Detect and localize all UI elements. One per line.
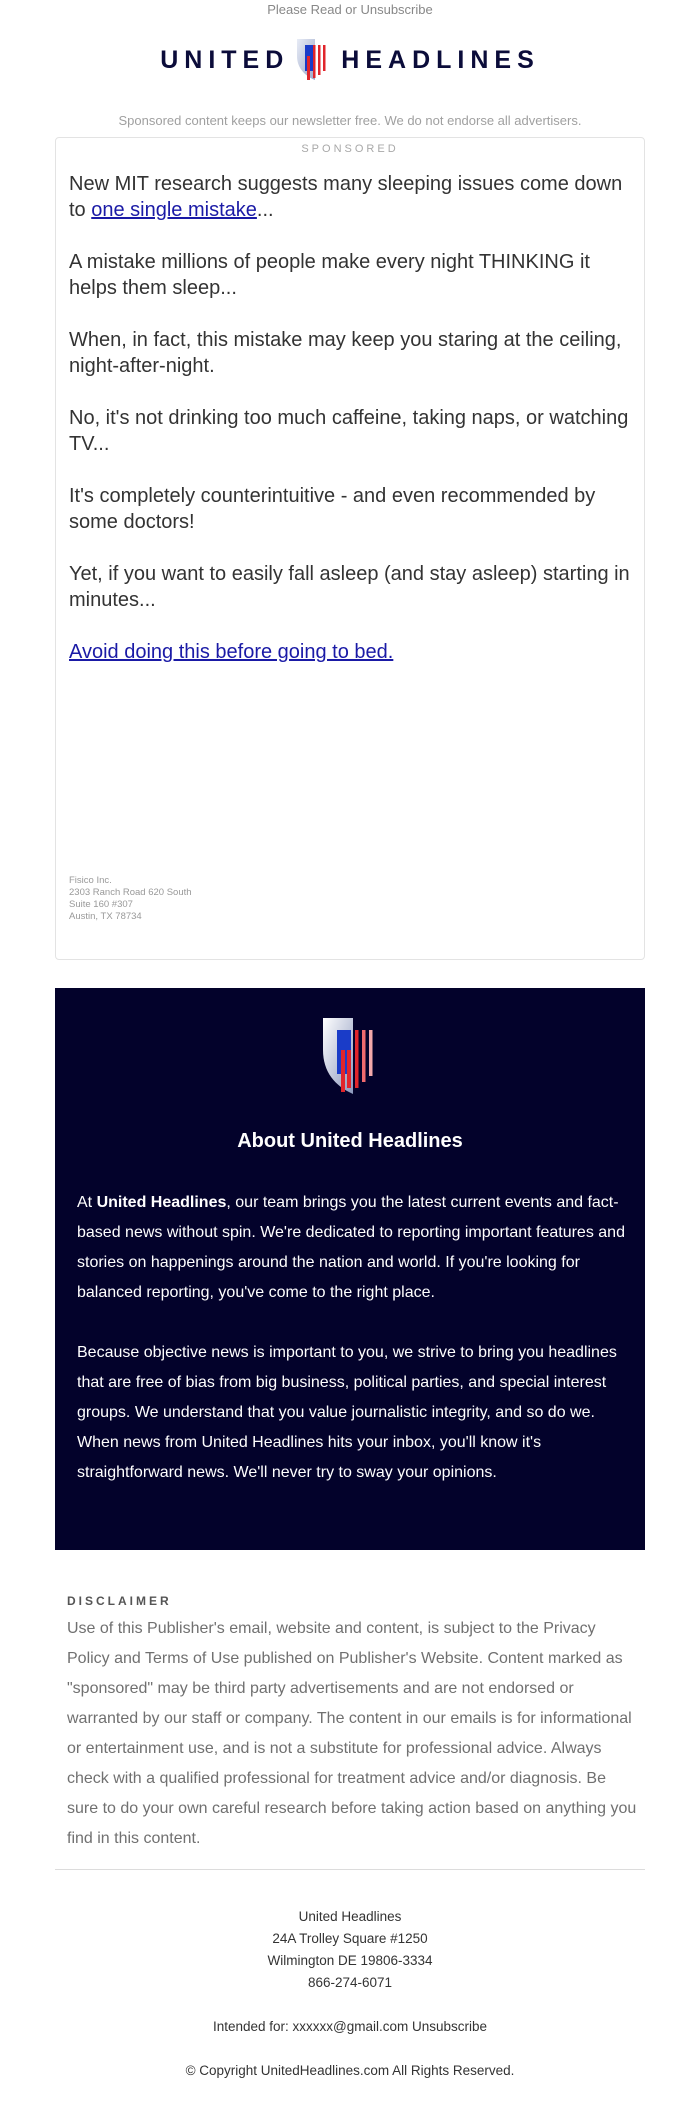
- about-text: [77, 1188, 627, 1518]
- footer-phone: 866-274-6071: [307, 1975, 393, 1990]
- about-paragraph-1: At United Headlines, our team brings you the latest current events and fact-based news without spin. We're dedicated to reporting important features and stories on happenings around the nation and world. If you're looking for balanced reporting, you've come to the right place.: [77, 1194, 625, 1301]
- brand-name: United Headlines: [96, 1194, 227, 1211]
- footer-street: 24A Trolley Square #1250: [272, 1931, 428, 1946]
- sponsored-ad-box: [55, 137, 645, 960]
- ad-paragraph-6: Yet, if you want to easily fall asleep (and stay asleep) starting in minutes...: [69, 563, 630, 611]
- footer-address: [0, 1906, 700, 1994]
- ad-paragraph-5: It's completely counterintuitive - and even recommended by some doctors!: [69, 485, 596, 533]
- intended-label: Intended for:: [212, 2019, 293, 2034]
- advertiser-address: [69, 875, 192, 923]
- copyright-text: © Copyright UnitedHeadlines.com All Rights Reserved.: [185, 2063, 515, 2078]
- ad-paragraph-3: When, in fact, this mistake may keep you staring at the ceiling, night-after-night.: [69, 329, 622, 377]
- address-line: Fisico Inc.: [69, 875, 112, 886]
- address-line: 2303 Ranch Road 620 South: [69, 887, 192, 898]
- one-single-mistake-link[interactable]: one single mistake: [91, 199, 257, 221]
- ad-cta-paragraph: [69, 639, 634, 665]
- about-paragraph-2: Because objective news is important to you, we strive to bring you headlines that are free of bias from big business, political parties, and special interest groups. We understand that you value journalistic integrity, and so do we. When news from United Headlines hits your inbox, you'll know it's straightforward news. We'll never try to sway your opinions.: [77, 1344, 617, 1481]
- sponsor-disclosure: Sponsored content keeps our newsletter free. We do not endorse all advertisers.: [118, 113, 582, 128]
- ad-body: [69, 171, 634, 691]
- unsubscribe-link[interactable]: Unsubscribe: [412, 2019, 488, 2034]
- brand-logo[interactable]: [0, 36, 700, 84]
- intended-for-line: [0, 2019, 700, 2034]
- avoid-doing-this-link[interactable]: Avoid doing this before going to bed.: [69, 641, 394, 663]
- disclaimer-text: Use of this Publisher's email, website and content, is subject to the Privacy Policy and Terms of Use published on Publisher's Website. Content marked as "sponsored" may be third party advertisements and are not endorsed or warranted by our staff or company. The content in our emails is for informational or entertainment use, and is not a substitute for professional advice. Always check with a qualified professional for treatment advice and/or diagnosis. Be sure to do your own careful research before taking action based on anything you find in this content.: [67, 1620, 637, 1847]
- sponsored-label: SPONSORED: [301, 143, 399, 155]
- footer-divider: [55, 1869, 645, 1870]
- ad-paragraph-2: A mistake millions of people make every night THINKING it helps them sleep...: [69, 251, 590, 299]
- footer-company: United Headlines: [298, 1909, 402, 1924]
- about-section: [55, 988, 645, 1550]
- preheader-text[interactable]: Please Read or Unsubscribe: [267, 2, 433, 17]
- address-line: Suite 160 #307: [69, 899, 133, 910]
- ad-paragraph-4: No, it's not drinking too much caffeine, taking naps, or watching TV...: [69, 407, 629, 455]
- logo-word-right: HEADLINES: [341, 45, 540, 74]
- shield-logo-icon: [293, 36, 333, 84]
- shield-logo-icon: [319, 1016, 381, 1098]
- footer-city: Wilmington DE 19806-3334: [267, 1953, 433, 1968]
- logo-word-left: UNITED: [160, 45, 290, 74]
- address-line: Austin, TX 78734: [69, 911, 142, 922]
- recipient-email: xxxxxx@gmail.com: [292, 2019, 409, 2034]
- about-title: About United Headlines: [237, 1130, 463, 1152]
- ad-paragraph-1: New MIT research suggests many sleeping issues come down to one single mistake...: [69, 173, 623, 221]
- disclaimer-title: DISCLAIMER: [67, 1594, 172, 1608]
